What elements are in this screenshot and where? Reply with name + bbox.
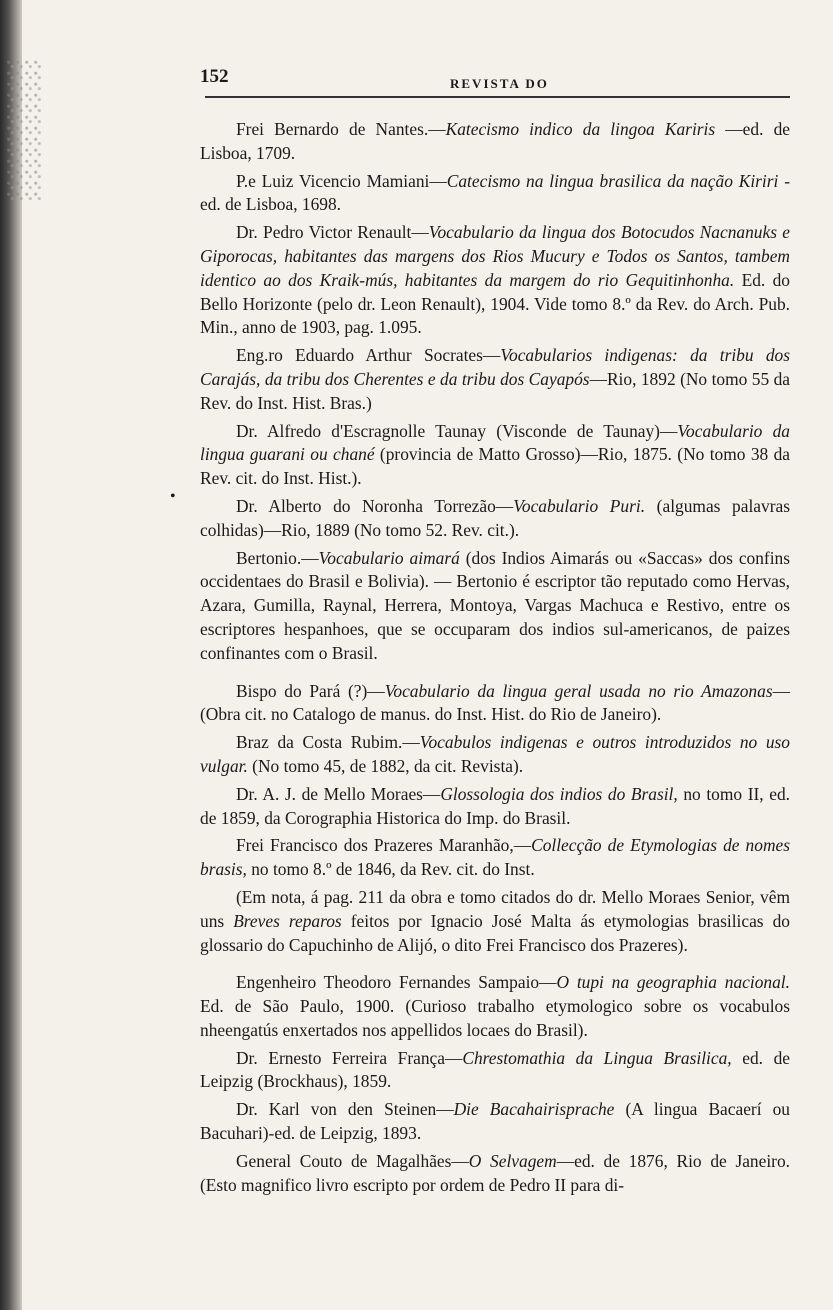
bibliography-entry: Frei Francisco dos Prazeres Maranhão,—Collecção de Etymologias de nomes brasis, no tomo 8.º de 1846, da Rev. cit. do Inst. bbox=[200, 835, 790, 880]
page-speckle bbox=[6, 60, 42, 200]
bibliography-entry: Dr. A. J. de Mello Moraes—Glossologia dos indios do Brasil, no tomo II, ed. de 1859, da Corographia Historica do Imp. do Brasil. bbox=[200, 783, 790, 828]
bibliography-list bbox=[200, 118, 790, 1201]
bibliography-entry: General Couto de Magalhães—O Selvagem—ed. de 1876, Rio de Janeiro. (Esto magnifico livro escripto por ordem de Pedro II para di- bbox=[200, 1150, 791, 1195]
bibliography-entry: Dr. Alfredo d'Escragnolle Taunay (Visconde de Taunay)—Vocabulario da lingua guarani ou chané (provincia de Matto Grosso)—Rio, 1875. (No tomo 38 da Rev. cit. do Inst. Hist.). bbox=[200, 420, 790, 489]
bibliography-entry: P.e Luiz Vicencio Mamiani—Catecismo na lingua brasilica da nação Kiriri -ed. de Lisboa, 1698. bbox=[200, 170, 790, 215]
bibliography-entry: Braz da Costa Rubim.—Vocabulos indigenas e outros introduzidos no uso vulgar. (No tomo 45, de 1882, da cit. Revista). bbox=[200, 732, 790, 776]
bibliography-entry: Dr. Pedro Victor Renault—Vocabulario da lingua dos Botocudos Nacnanuks e Giporocas, habitantes das margens dos Rios Mucury e Todos os Santos, tambem identico ao dos Kraik-mús, habitantes da margem do rio Gequitinhonha. Ed. do Bello Horizonte (pelo dr. Leon Renault), 1904. Vide tomo 8.º da Rev. do Arch. Pub. Min., anno de 1903, pag. 1.095. bbox=[200, 222, 790, 338]
bibliography-entry: Dr. Ernesto Ferreira França—Chrestomathia da Lingua Brasilica, ed. de Leipzig (Brockhaus), 1859. bbox=[200, 1047, 790, 1092]
margin-mark: • bbox=[170, 488, 176, 505]
bibliography-entry: Dr. Karl von den Steinen—Die Bacahairisprache (A lingua Bacaerí ou Bacuhari)-ed. de Leipzig, 1893. bbox=[200, 1099, 790, 1144]
bibliography-entry: Bispo do Pará (?)—Vocabulario da lingua geral usada no rio Amazonas—(Obra cit. no Catalogo de manus. do Inst. Hist. do Rio de Janeiro). bbox=[200, 680, 790, 725]
bibliography-entry: Eng.ro Eduardo Arthur Socrates—Vocabularios indigenas: da tribu dos Carajás, da tribu dos Cherentes e da tribu dos Cayapós—Rio, 1892 (No tomo 55 da Rev. do Inst. Hist. Bras.) bbox=[200, 345, 791, 413]
page-number: 152 bbox=[200, 66, 229, 87]
bibliography-entry: Engenheiro Theodoro Fernandes Sampaio—O tupi na geographia nacional. Ed. de São Paulo, 1900. (Curioso trabalho etymologico sobre os vocabulos nheengatús enxertados nos appellidos locaes do Brasil). bbox=[200, 972, 790, 1040]
header-rule bbox=[205, 96, 790, 98]
bibliography-entry: Frei Bernardo de Nantes.—Katecismo indico da lingoa Kariris —ed. de Lisboa, 1709. bbox=[200, 119, 790, 163]
bibliography-note: (Em nota, á pag. 211 da obra e tomo citados do dr. Mello Moraes Senior, vêm uns Breves reparos feitos por Ignacio José Malta ás etymologias brasilicas do glossario do Capuchinho de Alijó, o dito Frei Francisco dos Prazeres). bbox=[200, 886, 790, 955]
running-title: REVISTA DO bbox=[450, 76, 549, 91]
bibliography-entry: Dr. Alberto do Noronha Torrezão—Vocabulario Puri. (algumas palavras colhidas)—Rio, 1889 (No tomo 52. Rev. cit.). bbox=[200, 495, 790, 540]
bibliography-entry: Bertonio.—Vocabulario aimará (dos Indios Aimarás ou «Saccas» dos confins occidentaes do Brasil e Bolivia). — Bertonio é escriptor tão reputado como Hervas, Azara, Gumilla, Raynal, Herrera, Montoya, Vargas Machuca e Restivo, entre os escriptores hespanhoes, que se occuparam dos indios sul-americanos, de paizes confinantes com o Brasil. bbox=[200, 547, 791, 663]
